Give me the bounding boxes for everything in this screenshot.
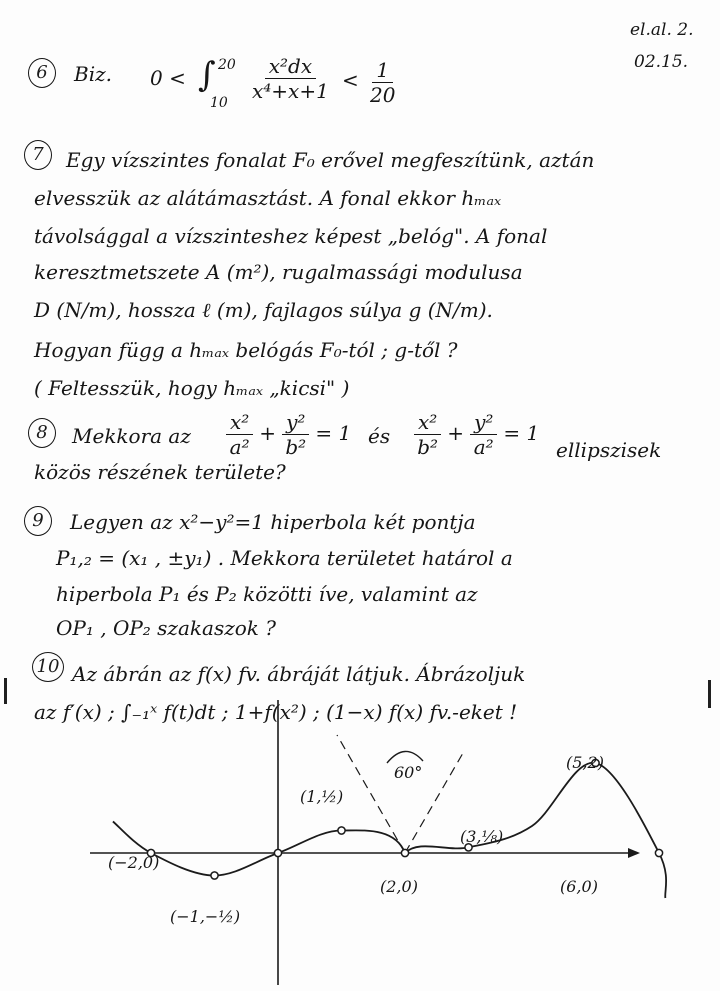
marked-point-4 [401, 849, 408, 856]
problem-8-text: Mekkora az [72, 424, 191, 448]
problem-7-line-1: Egy vízszintes fonalat F₀ erővel megfeszítünk, aztán [66, 148, 595, 172]
problem-7-number: 7 [24, 140, 52, 170]
problem-6-rel: < [342, 68, 359, 92]
problem-7-line-4: keresztmetszete A (m²), rugalmassági modulusa [34, 260, 523, 284]
label-1-half: (1,½) [300, 787, 344, 806]
problem-8-eq2-den1: b² [417, 435, 439, 459]
marked-point-1 [211, 872, 218, 879]
problem-6-left: 0 < [150, 66, 186, 90]
label-minus2-0: (−2,0) [108, 853, 160, 872]
marked-point-7 [655, 849, 662, 856]
problem-6-right-numerator: 1 [372, 60, 393, 83]
problem-10-number: 10 [32, 652, 64, 682]
label-2-0: (2,0) [380, 877, 418, 896]
problem-8-eq2-plus: + [447, 421, 465, 445]
x-axis-arrow-icon [628, 848, 640, 858]
problem-6-right-denominator: 20 [370, 83, 396, 107]
problem-10-line-2: az f′(x) ; ∫₋₁ˣ f(t)dt ; 1+f(x²) ; (1−x) f(x) fv.-eket ! [34, 700, 518, 724]
problem-9-line-3: hiperbola P₁ és P₂ közötti íve, valamint az [56, 582, 478, 606]
problem-8-eq1-rhs: = 1 [315, 421, 352, 445]
problem-8-number: 8 [28, 418, 56, 448]
problem-8-eq2-den2: a² [473, 435, 494, 459]
problem-8-eq1-num1: x² [226, 412, 253, 435]
problem-6-upper-limit: 20 [218, 57, 236, 73]
problem-8-eq1-num2: y² [282, 412, 309, 435]
problem-8-eq2-num2: y² [470, 412, 497, 435]
marked-point-2 [274, 849, 281, 856]
label-6-0: (6,0) [560, 877, 598, 896]
problem-6-denominator: x⁴+x+1 [252, 79, 329, 103]
header-label: el.al. 2. [630, 20, 694, 40]
header-date: 02.15. [634, 52, 689, 72]
problem-7-line-3: távolsággal a vízszinteshez képest „belóg". A fonal [34, 224, 548, 248]
problem-7-line-7: ( Feltesszük, hogy hₘₐₓ „kicsi" ) [34, 376, 350, 400]
tangent-left [337, 735, 405, 853]
problem-6-number: 6 [28, 58, 56, 88]
problem-6-lower-limit: 10 [210, 95, 228, 111]
problem-8-eq1-den2: b² [285, 435, 307, 459]
problem-9-line-4: OP₁ , OP₂ szakaszok ? [56, 616, 276, 640]
label-5-2: (5,2) [566, 753, 604, 772]
label-3-eighth: (3,⅛) [460, 827, 504, 846]
problem-9-line-1: Legyen az x²−y²=1 hiperbola két pontja [70, 510, 476, 534]
marked-point-3 [338, 827, 345, 834]
problem-8-eq2-rhs: = 1 [503, 421, 540, 445]
angle-arc [387, 751, 423, 763]
problem-8-eq1-plus: + [259, 421, 277, 445]
problem-6-numerator: x²dx [265, 56, 316, 79]
label-minus1-minushalf: (−1,−½) [170, 907, 241, 926]
problem-9-line-2: P₁,₂ = (x₁ , ±y₁) . Mekkora területet határol a [56, 546, 513, 570]
problem-7-line-5: D (N/m), hossza ℓ (m), fajlagos súlya g (N/m). [34, 298, 493, 322]
problem-9-number: 9 [24, 506, 52, 536]
problem-6-integral-sign: ∫ [198, 55, 216, 95]
label-angle-60: 60° [394, 763, 423, 782]
problem-6-lead: Biz. [74, 62, 112, 86]
problem-8-tail: ellipszisek [556, 438, 662, 462]
problem-8-eq2-num1: x² [414, 412, 441, 435]
problem-7-line-6: Hogyan függ a hₘₐₓ belógás F₀-tól ; g-től ? [34, 338, 458, 362]
problem-10-line-1: Az ábrán az f(x) fv. ábráját látjuk. Ábrázoljuk [72, 662, 526, 686]
problem-7-line-2: elvesszük az alátámasztást. A fonal ekkor hₘₐₓ [34, 186, 502, 210]
problem-8-line-2: közös részének területe? [34, 460, 286, 484]
problem-8-eq1-den1: a² [229, 435, 250, 459]
problem-8-and: és [368, 424, 391, 448]
